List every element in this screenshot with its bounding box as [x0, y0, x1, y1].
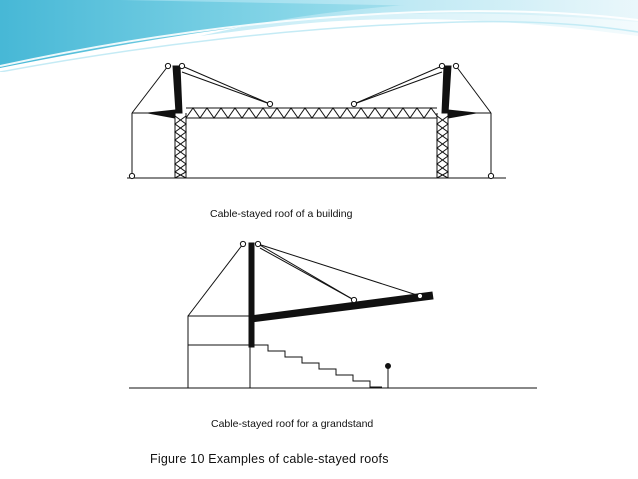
seating-steps — [250, 345, 382, 387]
left-lattice-column — [175, 113, 186, 178]
right-mast — [442, 66, 451, 113]
roof-beam — [250, 292, 433, 322]
left-cantilever-wedge — [148, 110, 175, 118]
grandstand-mast — [249, 243, 254, 347]
back-stay — [188, 244, 243, 316]
left-mast — [173, 66, 182, 113]
right-lattice-column — [437, 113, 448, 178]
building-pin-joints — [129, 63, 493, 178]
grandstand-diagram — [129, 241, 537, 388]
caption-building: Cable-stayed roof of a building — [210, 208, 353, 220]
building-diagram — [127, 63, 506, 178]
grandstand-pin-joints — [240, 241, 422, 302]
roof-truss — [186, 108, 437, 118]
caption-grandstand: Cable-stayed roof for a grandstand — [211, 418, 374, 430]
figure-title: Figure 10 Examples of cable-stayed roofs — [150, 452, 389, 466]
right-cantilever-wedge — [448, 110, 476, 118]
grandstand-stay-cables — [258, 244, 420, 300]
building-stay-cables — [132, 66, 491, 113]
stand-frame — [188, 316, 250, 388]
